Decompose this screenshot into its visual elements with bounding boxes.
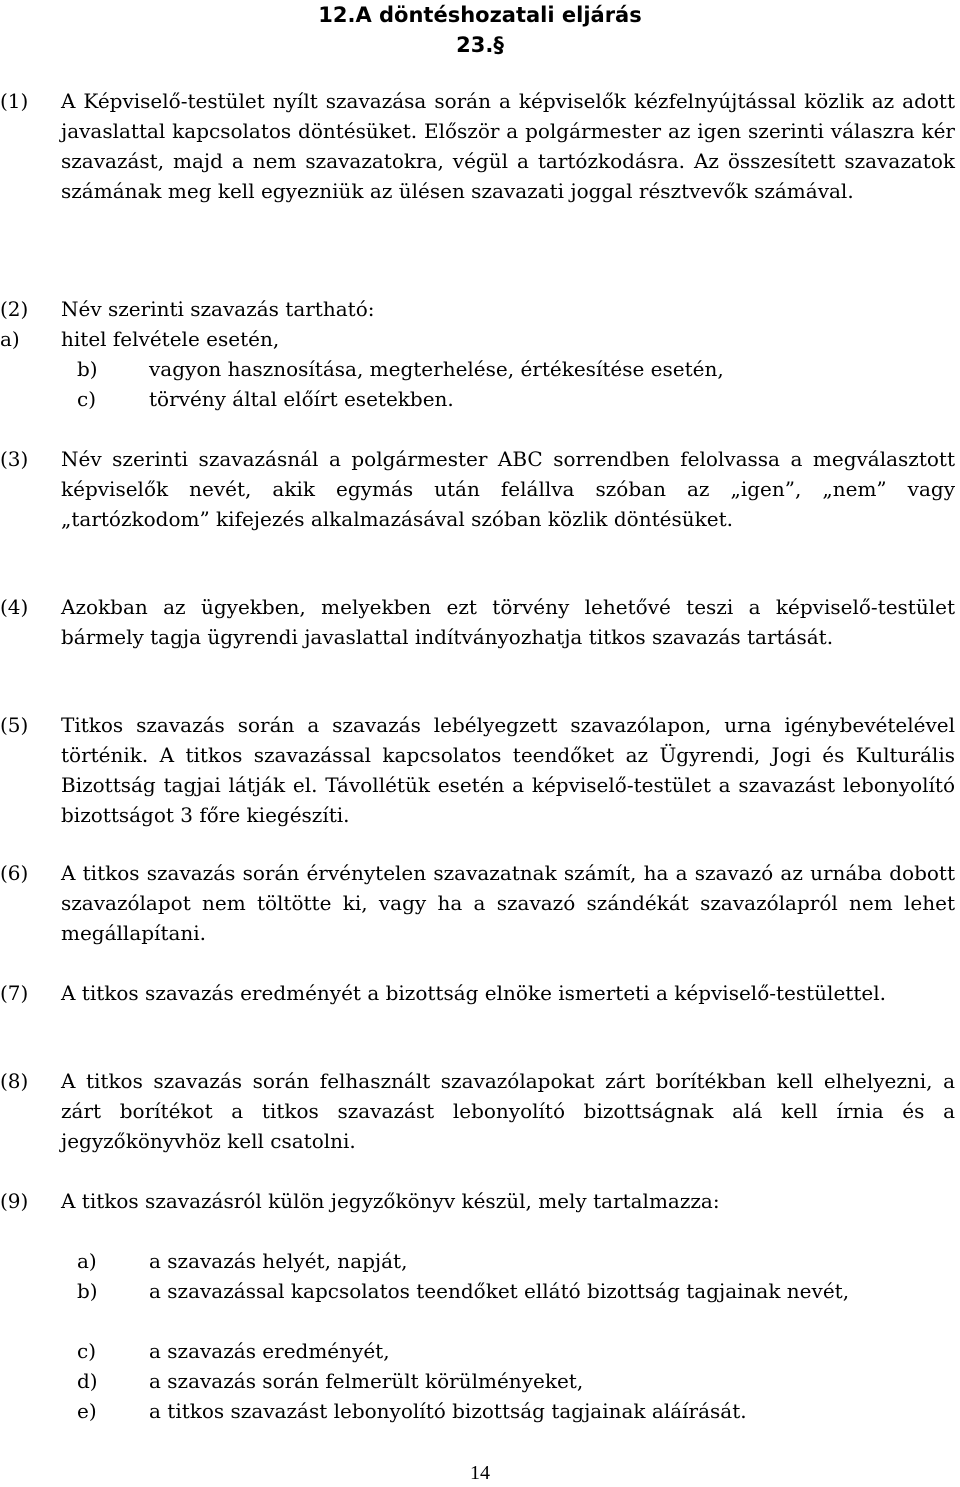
- list-item-text: a titkos szavazást lebonyolító bizottság tagjainak aláírását.: [149, 1399, 747, 1423]
- list-item-label: a): [77, 1249, 97, 1273]
- paragraph-number: (5): [0, 713, 29, 737]
- paragraph-text: A titkos szavazás során érvénytelen szavazatnak számít, ha a szavazó az urnába dobott szavazólapot nem töltötte ki, vagy ha a szavazó szándékát szavazólapról nem lehet megállapítani.: [61, 861, 955, 945]
- paragraph-number: (2): [0, 297, 29, 321]
- list-item-label: d): [77, 1369, 98, 1393]
- page-number: 14: [470, 1462, 490, 1484]
- paragraph-3: [0, 444, 958, 534]
- paragraph-number: (3): [0, 447, 29, 471]
- paragraph-text: A Képviselő-testület nyílt szavazása során a képviselők kézfelnyújtással közlik az adott javaslattal kapcsolatos döntésüket. Először a polgármester az igen szerinti válaszra kér szavazást, majd a nem szavazatokra, végül a tartózkodásra. Az összesített szavazatok számának meg kell egyezniük az ülésen szavazati joggal résztvevők számával.: [61, 89, 955, 203]
- paragraph-number: (4): [0, 595, 29, 619]
- paragraph-text: A titkos szavazás során felhasznált szavazólapokat zárt borítékban kell elhelyezni, a zárt borítékot a titkos szavazást lebonyolító bizottságnak alá kell írnia és a jegyzőkönyvhöz kell csatolni.: [61, 1069, 955, 1153]
- paragraph-text: A titkos szavazásról külön jegyzőkönyv készül, mely tartalmazza:: [61, 1189, 720, 1213]
- list-item-label: a): [0, 327, 20, 351]
- paragraph-1: [0, 86, 958, 206]
- list-item-text: a szavazás helyét, napját,: [149, 1249, 408, 1273]
- list-item: [77, 1276, 957, 1336]
- list-item-label: b): [77, 1279, 98, 1303]
- paragraph-4: [0, 592, 958, 652]
- paragraph-text: Azokban az ügyekben, melyekben ezt törvény lehetővé teszi a képviselő-testület bármely tagja ügyrendi javaslattal indítványozhatja titkos szavazás tartását.: [61, 595, 955, 649]
- paragraph-number: (6): [0, 861, 29, 885]
- list-item-label: e): [77, 1399, 97, 1423]
- paragraph-number: (8): [0, 1069, 29, 1093]
- list-item-text: hitel felvétele esetén,: [61, 327, 280, 351]
- list-item-text: a szavazás eredményét,: [149, 1339, 390, 1363]
- list-item-label: c): [77, 1339, 97, 1363]
- list-item-text: törvény által előírt esetekben.: [149, 387, 454, 411]
- paragraph-number: (1): [0, 89, 29, 113]
- paragraph-text: Név szerinti szavazásnál a polgármester ABC sorrendben felolvassa a megválasztott képviselők nevét, akik egymás után felállva szóban az „igen”, „nem” vagy „tartózkodom” kifejezés alkalmazásával szóban közlik döntésüket.: [61, 447, 955, 531]
- section-number: 23.§: [456, 33, 504, 57]
- list-item-text: a szavazás során felmerült körülményeket,: [149, 1369, 584, 1393]
- list-item-label: b): [77, 357, 98, 381]
- paragraph-text: A titkos szavazás eredményét a bizottság elnöke ismerteti a képviselő-testülettel.: [61, 981, 886, 1005]
- paragraph-number: (7): [0, 981, 29, 1005]
- paragraph-number: (9): [0, 1189, 29, 1213]
- paragraph-8: [0, 1066, 958, 1156]
- paragraph-6: [0, 858, 958, 948]
- paragraph-2: [0, 294, 958, 324]
- chapter-title: 12.A döntéshozatali eljárás: [318, 3, 642, 27]
- list-item-label: c): [77, 387, 97, 411]
- paragraph-text: Titkos szavazás során a szavazás lebélyegzett szavazólapon, urna igénybevételével történik. A titkos szavazással kapcsolatos teendőket az Ügyrendi, Jogi és Kulturális Bizottság tagjai látják el. Távollétük esetén a képviselő-testület a szavazást lebonyolító bizottságot 3 főre kiegészíti.: [61, 713, 955, 827]
- paragraph-7: [0, 978, 958, 1008]
- paragraph-9: [0, 1186, 958, 1216]
- paragraph-text: Név szerinti szavazás tartható:: [61, 297, 375, 321]
- list-item-text: vagyon hasznosítása, megterhelése, értékesítése esetén,: [149, 357, 724, 381]
- paragraph-5: [0, 710, 958, 830]
- list-item-text: a szavazással kapcsolatos teendőket ellátó bizottság tagjainak nevét,: [149, 1279, 850, 1303]
